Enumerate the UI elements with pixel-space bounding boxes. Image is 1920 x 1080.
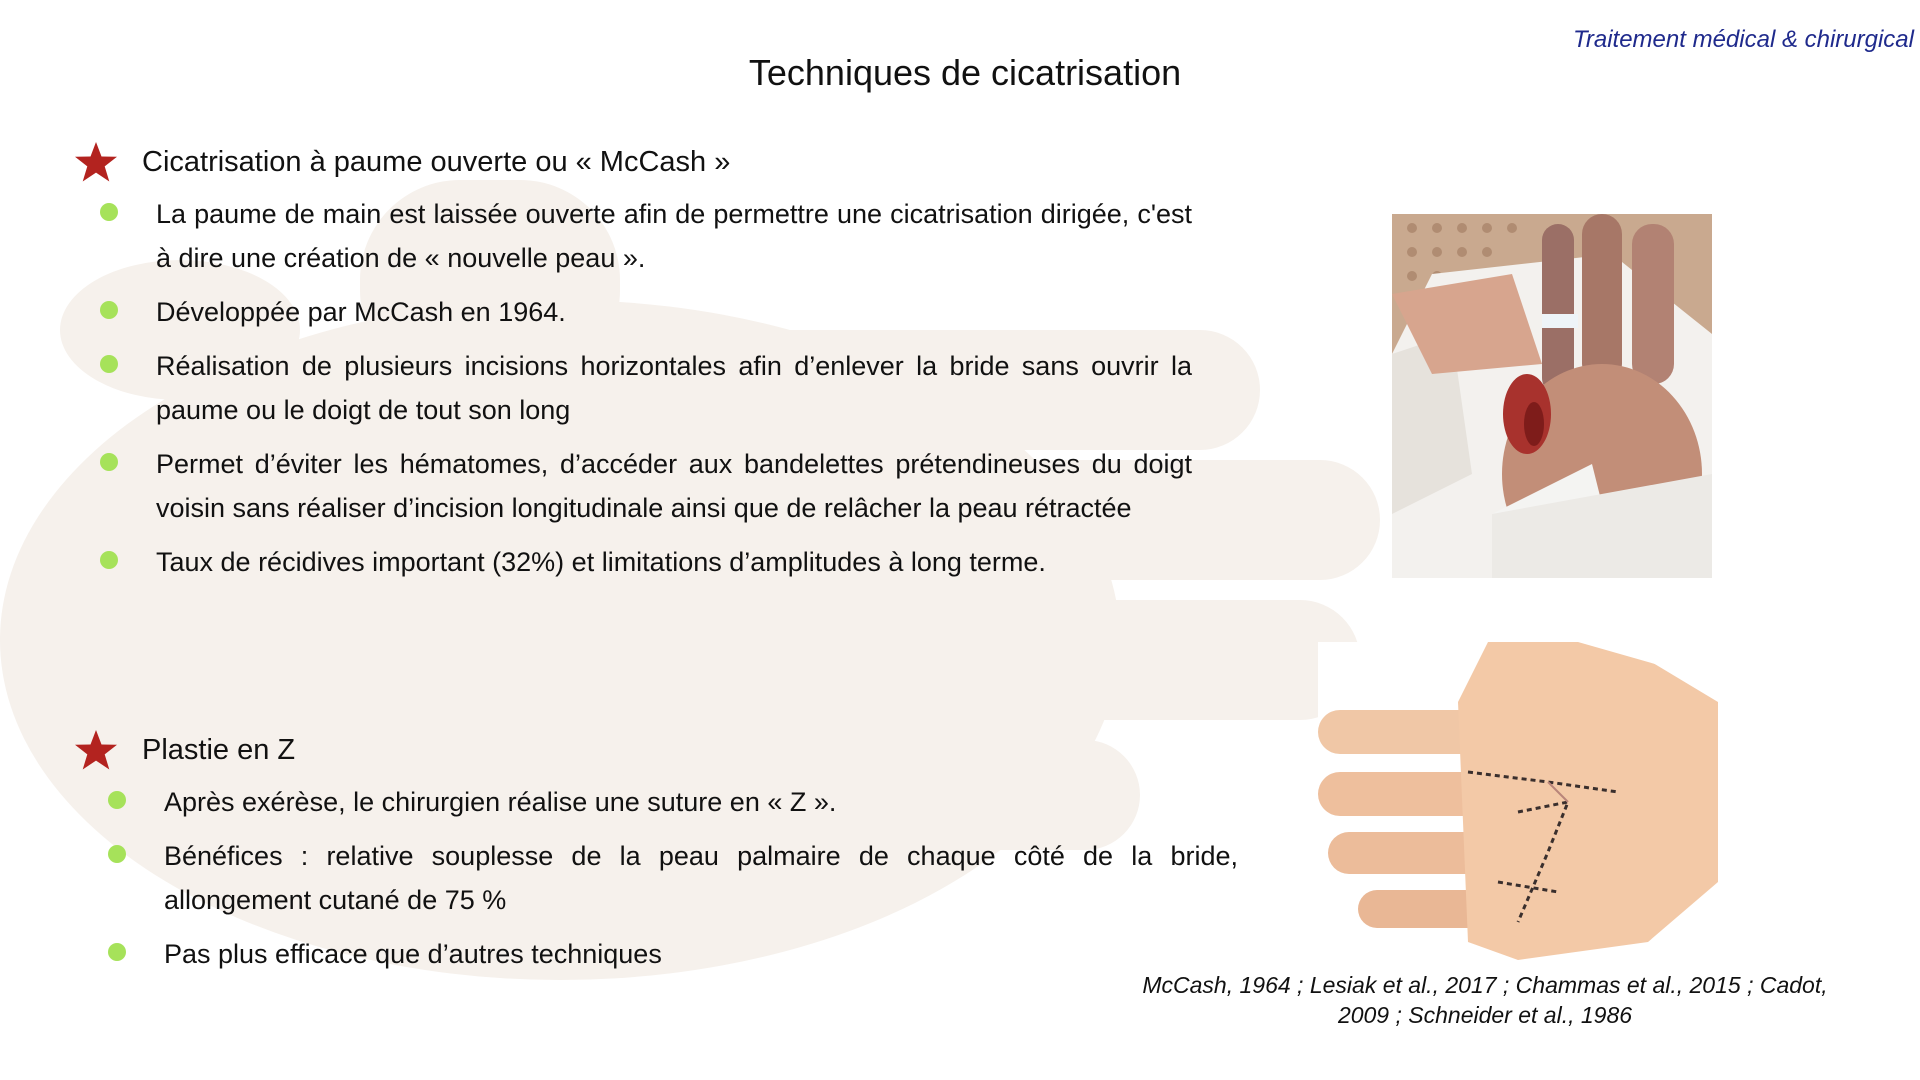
section-title: Plastie en Z: [142, 733, 296, 766]
list-item: [74, 932, 1238, 976]
bullet-list: [74, 780, 1244, 976]
section-header: [74, 138, 1204, 186]
list-item: [74, 780, 1238, 824]
bullet-text: Après exérèse, le chirurgien réalise une suture en « Z ».: [164, 787, 837, 817]
bullet-text: Pas plus efficace que d’autres techniques: [164, 939, 662, 969]
section-mccash: [74, 138, 1204, 594]
bullet-dot-icon: [100, 301, 118, 319]
list-item: [74, 834, 1238, 922]
section-z-plasty: [74, 726, 1244, 986]
bullet-text: Taux de récidives important (32%) et limitations d’amplitudes à long terme.: [156, 547, 1046, 577]
bullet-dot-icon: [108, 845, 126, 863]
star-icon: [74, 728, 118, 772]
bullet-dot-icon: [108, 791, 126, 809]
open-palm-surgery-photo: [1392, 214, 1712, 578]
list-item: [74, 540, 1192, 584]
star-icon: [74, 140, 118, 184]
bullet-text: La paume de main est laissée ouverte afin de permettre une cicatrisation dirigée, c'est à dire une création de « nouvelle peau ».: [156, 199, 1192, 273]
list-item: [74, 344, 1192, 432]
bullet-text: Réalisation de plusieurs incisions horizontales afin d’enlever la bride sans ouvrir la paume ou le doigt de tout son long: [156, 351, 1192, 425]
bullet-dot-icon: [100, 551, 118, 569]
list-item: [74, 290, 1192, 334]
bullet-list: [74, 192, 1204, 584]
bullet-text: Bénéfices : relative souplesse de la peau palmaire de chaque côté de la bride, allongement cutané de 75 %: [164, 841, 1238, 915]
section-title: Cicatrisation à paume ouverte ou « McCash »: [142, 145, 731, 178]
list-item: [74, 192, 1192, 280]
header-category-tag: Traitement médical & chirurgical: [1572, 26, 1914, 53]
bullet-dot-icon: [100, 203, 118, 221]
references-line: McCash, 1964 ; Lesiak et al., 2017 ; Chammas et al., 2015 ; Cadot,: [1142, 972, 1828, 998]
bullet-dot-icon: [108, 943, 126, 961]
bullet-text: Développée par McCash en 1964.: [156, 297, 566, 327]
section-header: [74, 726, 1244, 774]
references: [1120, 970, 1850, 1030]
bullet-dot-icon: [100, 355, 118, 373]
bullet-dot-icon: [100, 453, 118, 471]
bullet-text: Permet d’éviter les hématomes, d’accéder aux bandelettes prétendineuses du doigt voisin sans réaliser d’incision longitudinale ainsi que de relâcher la peau rétractée: [156, 449, 1192, 523]
slide-title: Techniques de cicatrisation: [748, 52, 1182, 93]
list-item: [74, 442, 1192, 530]
z-plasty-hand-photo: [1318, 642, 1718, 960]
references-line: 2009 ; Schneider et al., 1986: [1337, 1002, 1633, 1028]
